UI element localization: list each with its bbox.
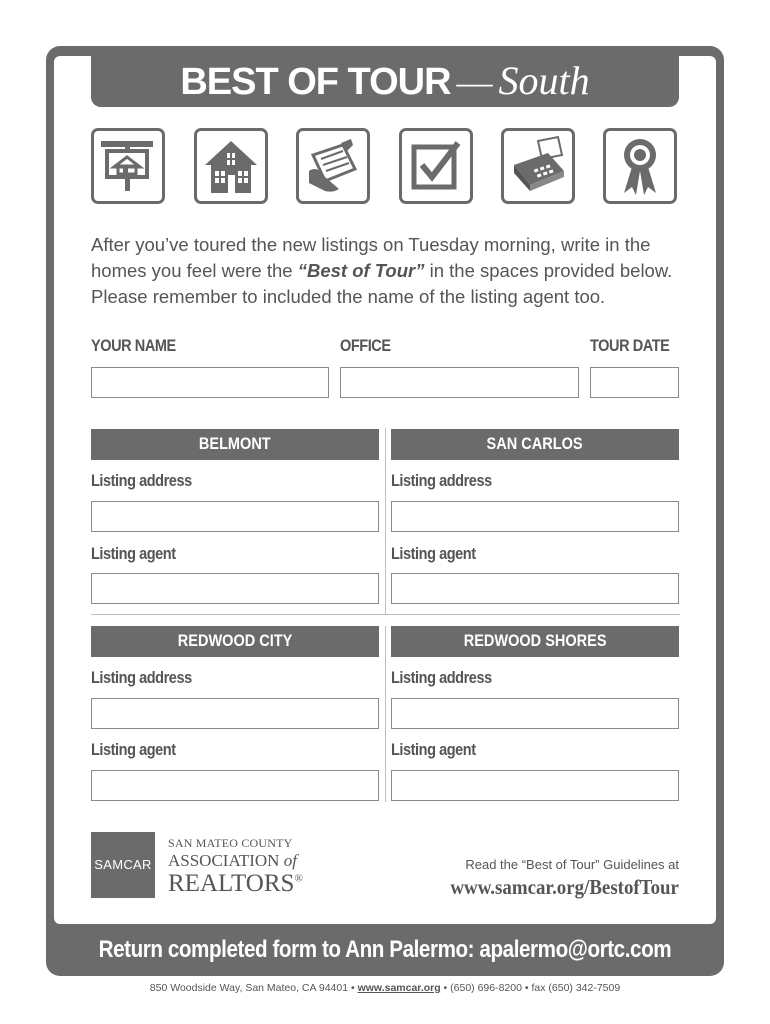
redwood-shores-agent-field[interactable] xyxy=(391,770,679,801)
san-carlos-agent-label: Listing agent xyxy=(391,545,476,563)
logo-realtors-word: REALTORS xyxy=(168,870,295,897)
column-divider-bottom xyxy=(385,626,386,802)
logo-realtors xyxy=(168,870,303,898)
icon-row xyxy=(91,128,680,208)
checkbox-check-icon xyxy=(399,128,473,204)
belmont-agent-field[interactable] xyxy=(91,573,379,604)
san-carlos-address-field[interactable] xyxy=(391,501,679,532)
tour-date-field[interactable] xyxy=(590,367,679,398)
title-dash: — xyxy=(456,62,493,102)
footer-phone-fax: • (650) 696-8200 • fax (650) 342-7509 xyxy=(440,982,621,994)
guidelines-link[interactable]: www.samcar.org/BestofTour xyxy=(450,875,679,899)
intro-line-2-post: in the spaces provided below. xyxy=(424,260,673,281)
city-header-belmont: BELMONT xyxy=(91,429,379,460)
award-ribbon-icon xyxy=(603,128,677,204)
intro-text xyxy=(91,232,691,310)
logo-association-word: ASSOCIATION xyxy=(168,851,284,870)
city-header-san-carlos: SAN CARLOS xyxy=(391,429,679,460)
redwood-city-address-field[interactable] xyxy=(91,698,379,729)
your-name-field[interactable] xyxy=(91,367,329,398)
intro-line-2 xyxy=(91,258,691,284)
column-divider-top xyxy=(385,428,386,614)
city-header-redwood-city: REDWOOD CITY xyxy=(91,626,379,657)
section-divider xyxy=(91,614,680,615)
san-carlos-address-label: Listing address xyxy=(391,472,492,490)
for-sale-sign-icon xyxy=(91,128,165,204)
logo-county: SAN MATEO COUNTY xyxy=(168,836,293,850)
city-header-redwood-shores: REDWOOD SHORES xyxy=(391,626,679,657)
office-label: OFFICE xyxy=(340,337,391,355)
redwood-city-agent-field[interactable] xyxy=(91,770,379,801)
tour-date-label: TOUR DATE xyxy=(590,337,670,355)
your-name-label: YOUR NAME xyxy=(91,337,176,355)
best-of-tour-emphasis: “Best of Tour” xyxy=(297,260,425,281)
footer-contact xyxy=(0,982,770,994)
logo-of: of xyxy=(283,851,297,870)
title-main: BEST OF TOUR xyxy=(180,61,451,103)
title-region: South xyxy=(498,58,590,103)
intro-line-3: Please remember to included the name of the listing agent too. xyxy=(91,286,606,307)
redwood-shores-address-label: Listing address xyxy=(391,669,492,687)
san-carlos-agent-field[interactable] xyxy=(391,573,679,604)
fax-machine-icon xyxy=(501,128,575,204)
logo-association xyxy=(168,851,297,871)
footer-address: 850 Woodside Way, San Mateo, CA 94401 • xyxy=(149,982,358,994)
redwood-city-address-label: Listing address xyxy=(91,669,192,687)
belmont-address-label: Listing address xyxy=(91,472,192,490)
return-instructions: Return completed form to Ann Palermo: apalermo@ortc.com xyxy=(98,936,672,963)
house-icon xyxy=(194,128,268,204)
belmont-address-field[interactable] xyxy=(91,501,379,532)
redwood-shores-address-field[interactable] xyxy=(391,698,679,729)
samcar-logo-badge: SAMCAR xyxy=(91,832,155,898)
intro-line-1: After you’ve toured the new listings on Tuesday morning, write in the xyxy=(91,234,651,255)
contract-hand-icon xyxy=(296,128,370,204)
redwood-shores-agent-label: Listing agent xyxy=(391,741,476,759)
redwood-city-agent-label: Listing agent xyxy=(91,741,176,759)
title-banner xyxy=(91,55,679,107)
footer-website-link[interactable]: www.samcar.org xyxy=(357,982,441,994)
belmont-agent-label: Listing agent xyxy=(91,545,176,563)
registered-mark: ® xyxy=(294,872,303,885)
intro-line-2-pre: homes you feel were the xyxy=(91,260,298,281)
guidelines-text: Read the “Best of Tour” Guidelines at xyxy=(465,857,679,872)
office-field[interactable] xyxy=(340,367,579,398)
